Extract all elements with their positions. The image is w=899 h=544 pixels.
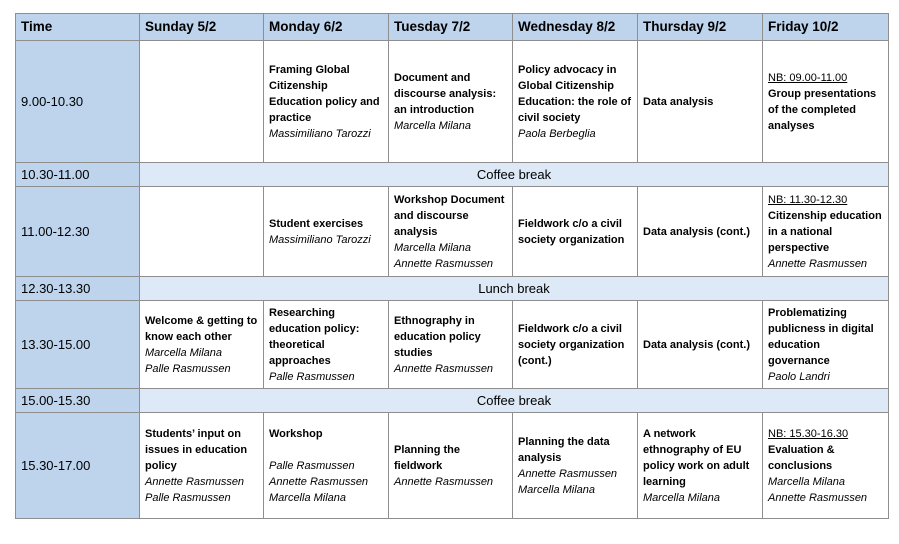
session-cell: [389, 301, 513, 389]
session-cell: [513, 413, 638, 519]
session-title: Workshop: [269, 427, 323, 440]
session-title: Evaluation & conclusions: [768, 443, 835, 472]
session-presenter: Paolo Landri: [768, 370, 830, 383]
session-presenter: Annette Rasmussen: [768, 257, 868, 270]
session-title: Citizenship education in a national perspective: [768, 209, 882, 254]
header-friday: Friday 10/2: [763, 14, 889, 41]
time-cell: 10.30-11.00: [16, 163, 140, 187]
session-presenter: Palle Rasmussen: [269, 370, 355, 383]
session-presenter: Annette Rasmussen: [518, 467, 618, 480]
break-row: [16, 163, 889, 187]
lunch-break-cell: Lunch break: [140, 277, 889, 301]
session-time-note: NB: 15.30-16.30: [768, 427, 849, 440]
session-cell: [763, 41, 889, 163]
session-cell: [638, 301, 763, 389]
session-presenter: Annette Rasmussen: [394, 257, 494, 270]
session-title: Welcome & getting to know each other: [145, 314, 258, 343]
session-presenter: Marcella Milana: [518, 483, 596, 496]
session-cell: [140, 301, 264, 389]
session-title: Group presentations of the completed analyses: [768, 87, 877, 132]
break-row: [16, 389, 889, 413]
session-title: Ethnography in education policy studies: [394, 314, 481, 359]
session-presenter: Marcella Milana: [269, 491, 347, 504]
session-title: Data analysis: [643, 95, 714, 108]
session-cell: [140, 41, 264, 163]
session-cell: [638, 413, 763, 519]
header-tuesday: Tuesday 7/2: [389, 14, 513, 41]
session-title: Planning the data analysis: [518, 435, 610, 464]
session-title: Document and discourse analysis: an introduction: [394, 71, 497, 116]
session-cell: [389, 41, 513, 163]
session-presenter: Marcella Milana: [394, 119, 472, 132]
session-presenter: Marcella Milana: [643, 491, 721, 504]
session-presenter: Palle Rasmussen: [145, 491, 231, 504]
time-cell: 13.30-15.00: [16, 301, 140, 389]
session-presenter: Annette Rasmussen: [394, 475, 494, 488]
session-cell: [140, 187, 264, 277]
session-time-note: NB: 11.30-12.30: [768, 193, 848, 206]
time-cell: 11.00-12.30: [16, 187, 140, 277]
session-cell: [264, 187, 389, 277]
table-row: [16, 187, 889, 277]
session-cell: [513, 301, 638, 389]
time-cell: 15.00-15.30: [16, 389, 140, 413]
session-presenter: Annette Rasmussen: [269, 475, 369, 488]
table-row: [16, 413, 889, 519]
session-title: Policy advocacy in Global Citizenship Education: the role of civil society: [518, 63, 632, 124]
session-title: Fieldwork c/o a civil society organization (cont.): [518, 322, 625, 367]
session-title: Framing Global Citizenship Education policy and practice: [269, 63, 380, 124]
session-cell: [389, 187, 513, 277]
session-title: Researching education policy: theoretical approaches: [269, 306, 360, 367]
session-cell: [638, 187, 763, 277]
header-time: Time: [16, 14, 140, 41]
spacer: [269, 442, 383, 458]
session-cell: [513, 187, 638, 277]
session-presenter: Paola Berbeglia: [518, 127, 596, 140]
session-cell: [389, 413, 513, 519]
session-title: Student exercises: [269, 217, 364, 230]
coffee-break-cell: Coffee break: [140, 389, 889, 413]
session-title: Fieldwork c/o a civil society organization: [518, 217, 625, 246]
session-presenter: Palle Rasmussen: [269, 459, 355, 472]
session-cell: [763, 301, 889, 389]
session-cell: [140, 413, 264, 519]
session-title: Students’ input on issues in education policy: [145, 427, 248, 472]
session-cell: [763, 187, 889, 277]
table-row: [16, 41, 889, 163]
session-presenter: Annette Rasmussen: [394, 362, 494, 375]
table-row: [16, 301, 889, 389]
session-title: Data analysis (cont.): [643, 225, 750, 238]
header-row: [16, 14, 889, 41]
session-cell: [763, 413, 889, 519]
time-cell: 9.00-10.30: [16, 41, 140, 163]
session-title: A network ethnography of EU policy work on adult learning: [643, 427, 750, 488]
session-cell: [264, 301, 389, 389]
session-title: Workshop Document and discourse analysis: [394, 193, 505, 238]
time-cell: 15.30-17.00: [16, 413, 140, 519]
break-row: [16, 277, 889, 301]
session-cell: [264, 413, 389, 519]
session-title: Planning the fieldwork: [394, 443, 460, 472]
header-thursday: Thursday 9/2: [638, 14, 763, 41]
session-presenter: Annette Rasmussen: [768, 491, 868, 504]
session-title: Data analysis (cont.): [643, 338, 750, 351]
session-presenter: Marcella Milana: [145, 346, 223, 359]
session-presenter: Massimiliano Tarozzi: [269, 233, 371, 246]
time-cell: 12.30-13.30: [16, 277, 140, 301]
session-presenter: Annette Rasmussen: [145, 475, 245, 488]
header-monday: Monday 6/2: [264, 14, 389, 41]
header-sunday: Sunday 5/2: [140, 14, 264, 41]
session-presenter: Marcella Milana: [768, 475, 846, 488]
session-presenter: Palle Rasmussen: [145, 362, 231, 375]
schedule-table: [15, 13, 889, 519]
session-title: Problematizing publicness in digital education governance: [768, 306, 874, 367]
session-cell: [264, 41, 389, 163]
session-presenter: Marcella Milana: [394, 241, 472, 254]
session-time-note: NB: 09.00-11.00: [768, 71, 848, 84]
session-presenter: Massimiliano Tarozzi: [269, 127, 371, 140]
coffee-break-cell: Coffee break: [140, 163, 889, 187]
session-cell: [638, 41, 763, 163]
header-wednesday: Wednesday 8/2: [513, 14, 638, 41]
session-cell: [513, 41, 638, 163]
